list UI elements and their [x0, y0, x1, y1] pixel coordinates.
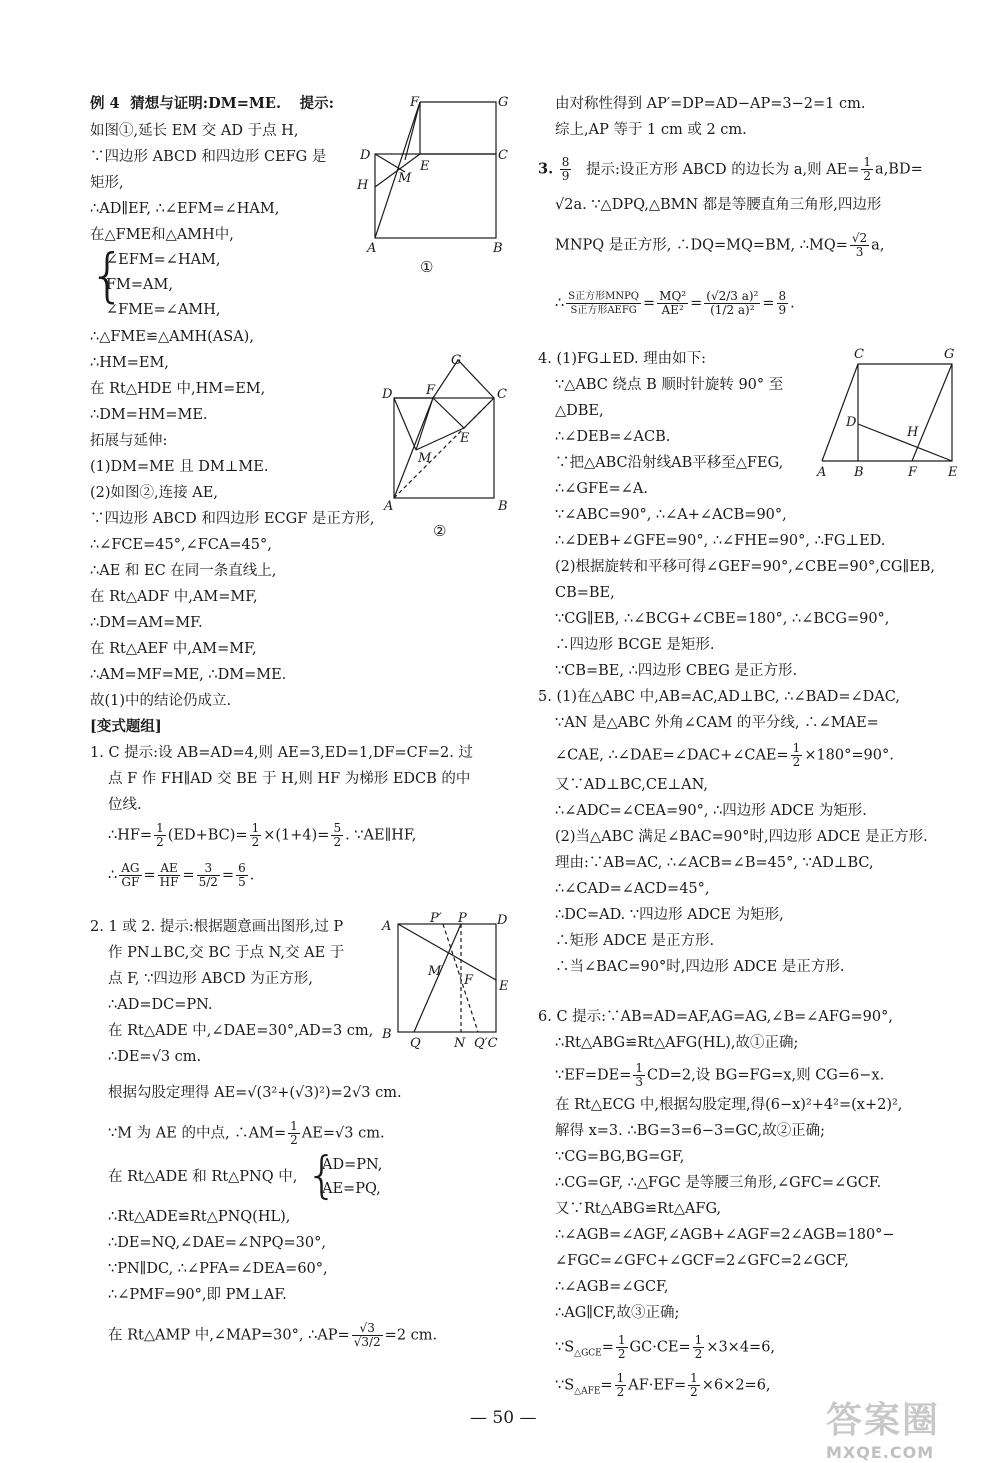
fraction — [331, 822, 343, 849]
formula-text: ×(1+4)= — [263, 827, 330, 844]
numerator: S正方形MNPQ — [568, 291, 640, 302]
numerator: 8 — [561, 155, 570, 169]
text-line: 在 Rt△ECG 中,根据勾股定理,得(6−x)²+4²=(x+2)², — [555, 1097, 903, 1113]
denominator: 2 — [617, 1347, 626, 1361]
label: D — [497, 913, 508, 928]
text-line: ∴AD∥EF, ∴∠EFM=∠HAM, — [90, 201, 280, 217]
fraction — [236, 862, 248, 889]
denominator: 2 — [616, 1385, 625, 1399]
text-line: 矩形, — [90, 175, 124, 191]
system-line: AE=PQ, — [322, 1181, 381, 1197]
text-line: ∵把△ABC沿射线AB平移至△FEG, — [555, 455, 784, 471]
segment-dm — [394, 398, 416, 450]
label: B — [854, 465, 864, 480]
fraction — [615, 1372, 627, 1399]
formula-line — [108, 862, 254, 889]
text-line: 在△FME和△AMH中, — [90, 227, 234, 243]
label: Q′C — [474, 1036, 498, 1050]
text-line: ∴∠AGB=∠AGF,∠AGB+∠AGF=2∠AGB=180°− — [555, 1227, 895, 1243]
numerator: 1 — [635, 1061, 644, 1075]
fraction — [566, 290, 641, 317]
formula-text: ∠CAE, ∴∠DAE=∠DAC+∠CAE= — [555, 747, 789, 764]
text-line: 在 Rt△HDE 中,HM=EM, — [90, 381, 266, 397]
formula-line — [538, 156, 923, 183]
text-line: 5. (1)在△ABC 中,AB=AC,AD⊥BC, ∴∠BAD=∠DAC, — [538, 689, 900, 705]
fraction — [352, 1322, 383, 1349]
formula-line — [555, 232, 884, 259]
formula-text: ×3×4=6, — [706, 1339, 776, 1356]
text-line: 故(1)中的结论仍成立. — [90, 693, 232, 709]
fraction — [777, 290, 789, 317]
formula-text: = — [601, 1339, 614, 1356]
fraction — [704, 290, 760, 317]
denominator: 2 — [694, 1347, 703, 1361]
fraction — [688, 1372, 700, 1399]
text-line: ∴DM=AM=MF. — [90, 615, 203, 631]
denominator: 9 — [561, 169, 570, 183]
text-line: 6. C 提示:∵AB=AD=AF,AG=AG,∠B=∠AFG=90°, — [538, 1009, 893, 1025]
watermark-logo — [826, 1392, 978, 1462]
formula-line — [555, 290, 795, 317]
text-line: 2. 1 或 2. 提示:根据题意画出图形,过 P — [90, 919, 344, 935]
numerator: AE — [158, 862, 181, 876]
text-line: ∵四边形 ABCD 和四边形 CEFG 是 — [90, 149, 327, 165]
system-line: ∠FME=∠AMH, — [106, 302, 221, 318]
denominator: AE² — [661, 303, 684, 317]
text-line: ∵CG∥EB, ∴∠BCG+∠CBE=180°, ∴∠BCG=90°, — [555, 611, 890, 627]
text-line: ∴当∠BAC=90°时,四边形 ADCE 是正方形. — [555, 959, 845, 975]
numerator: (√2/3 a)² — [706, 289, 759, 303]
text-line: 位线. — [108, 797, 142, 813]
fraction — [154, 822, 166, 849]
figure-number: ② — [433, 522, 447, 540]
text-line: ∴四边形 BCGE 是矩形. — [555, 637, 715, 653]
text-line: ∵AN 是△ABC 外角∠CAM 的平分线, ∴∠MAE= — [555, 715, 879, 731]
text-line: ∴∠FCE=45°,∠FCA=45°, — [90, 537, 272, 553]
system-line: ∠EFM=∠HAM, — [106, 252, 221, 268]
text-line: 又∵Rt△ABG≌Rt△AFG, — [555, 1201, 722, 1217]
formula-line — [108, 1322, 437, 1349]
formula-text: (ED+BC)= — [167, 827, 248, 844]
text-line: (2)当△ABC 满足∠BAC=90°时,四边形 ADCE 是正方形. — [555, 829, 928, 845]
denominator: 5/2 — [198, 875, 218, 889]
section-heading: [变式题组] — [90, 718, 162, 735]
formula-text: = — [762, 295, 775, 312]
formula-text: GC·CE= — [629, 1339, 691, 1356]
segment-me — [416, 428, 464, 450]
denominator: 2 — [690, 1385, 698, 1399]
label: M — [398, 171, 412, 186]
text-line: ∴∠PMF=90°,即 PM⊥AF. — [108, 1287, 287, 1303]
example-label: 例 4 — [90, 95, 120, 112]
square-abcd — [398, 924, 496, 1032]
text-line: 如图①,延长 EM 交 AD 于点 H, — [90, 123, 299, 139]
denominator: 5 — [238, 875, 246, 889]
label: C — [497, 387, 507, 402]
text-line: ∠FGC=∠GFC+∠GCF=2∠GFC=2∠GCF, — [555, 1253, 849, 1269]
text-line: ∴DE=NQ,∠DAE=∠NPQ=30°, — [108, 1235, 326, 1251]
text-line: CB=BE, — [555, 585, 615, 601]
denominator: 2 — [156, 835, 164, 849]
text-line: ∴AM=MF=ME, ∴DM=ME. — [90, 667, 287, 683]
fraction — [850, 232, 869, 259]
text-line: ∴CG=GF, ∴△FGC 是等腰三角形,∠GFC=∠GCF. — [555, 1175, 882, 1191]
rect-cefg — [420, 102, 496, 154]
denominator: 2 — [863, 169, 872, 183]
label: N — [454, 1036, 466, 1050]
fraction — [197, 862, 220, 889]
fraction — [158, 862, 181, 889]
text-line: 解得 x=3. ∴BG=3=6−3=GC,故②正确; — [555, 1123, 826, 1139]
system-line: AD=PN, — [322, 1157, 383, 1173]
label: E — [948, 465, 958, 480]
figure-2 — [378, 350, 518, 550]
label: G — [498, 95, 509, 110]
formula-text: = — [690, 295, 703, 312]
fraction — [288, 1120, 300, 1147]
text-line: ∴Rt△ADE≌Rt△PNQ(HL), — [108, 1209, 291, 1225]
text-line: ∵△ABC 绕点 B 顺时针旋转 90° 至 — [555, 377, 784, 393]
denominator: 3 — [635, 1075, 644, 1089]
numerator: 8 — [778, 289, 787, 303]
formula-text: ∵S — [555, 1377, 575, 1394]
text-line: ∵四边形 ABCD 和四边形 ECGF 是正方形, — [90, 511, 375, 527]
watermark-site: MXQE.COM — [826, 1443, 935, 1462]
formula-text: ∴ — [108, 867, 118, 884]
text-line: △DBE, — [555, 403, 604, 419]
label: G — [944, 347, 955, 362]
label: D — [846, 415, 857, 430]
system-brace: { — [89, 241, 126, 309]
label: F — [426, 383, 436, 398]
numerator: 1 — [863, 155, 872, 169]
formula-text: = — [600, 1377, 613, 1394]
formula-text: . — [790, 295, 795, 312]
text-line: 在 Rt△ADE 中,∠DAE=30°,AD=3 cm, — [108, 1023, 374, 1039]
text-line: (2)根据旋转和平移可得∠GEF=90°,∠CBE=90°,CG∥EB, — [555, 559, 936, 575]
figure-number: ① — [420, 258, 434, 276]
numerator: AG — [121, 861, 140, 875]
numerator: 3 — [197, 862, 220, 876]
text-line: ∴△FME≌△AMH(ASA), — [90, 329, 254, 345]
numerator: 1 — [792, 741, 801, 755]
label: P′ — [430, 911, 442, 926]
text-line: 作 PN⊥BC,交 BC 于点 N,交 AE 于 — [108, 945, 345, 961]
text-line: ∴HM=EM, — [90, 355, 169, 371]
text-line: ∴∠DEB+∠GFE=90°, ∴∠FHE=90°, ∴FG⊥ED. — [555, 533, 886, 549]
square-ecgf-bottom — [433, 398, 494, 428]
formula-text: ∴HF= — [108, 827, 153, 844]
numerator: 5 — [333, 821, 342, 835]
formula-text: ∵S — [555, 1339, 575, 1356]
example-title: 猜想与证明:DM=ME. — [130, 95, 282, 112]
denominator: 3 — [855, 245, 864, 259]
text-line: (1)DM=ME 且 DM⊥ME. — [90, 459, 269, 475]
label: D — [360, 148, 371, 163]
denominator: √3/2 — [353, 1335, 381, 1349]
segment-ae — [398, 924, 496, 980]
label: E — [460, 431, 470, 446]
subscript: △GCE — [574, 1348, 602, 1359]
label: H — [357, 178, 369, 193]
formula-text: ×180°=90°. — [804, 747, 894, 764]
watermark-text: 答案圈 — [826, 1400, 941, 1441]
fraction — [119, 862, 141, 889]
denominator: (1/2 a)² — [710, 303, 755, 317]
text-line: 在 Rt△ADE 和 Rt△PNQ 中, — [108, 1169, 298, 1185]
text-line: 由对称性得到 AP′=DP=AD−AP=3−2=1 cm. — [555, 96, 866, 112]
formula-line — [555, 1334, 775, 1364]
formula-text: . ∵AE∥HF, — [345, 827, 417, 844]
label: P — [458, 911, 467, 926]
text-line: ∴DC=AD. ∵四边形 ADCE 为矩形, — [555, 907, 784, 923]
label: C — [854, 347, 864, 362]
page-number: — 50 — — [470, 1408, 537, 1428]
label: F — [464, 973, 474, 988]
text-line: ∵CG=BG,BG=GF, — [555, 1149, 685, 1165]
text-line: 根据勾股定理得 AE=√(3²+(√3)²)=2√3 cm. — [108, 1085, 402, 1101]
text-line: 在 Rt△AEF 中,AM=MF, — [90, 641, 257, 657]
figure-3 — [378, 910, 528, 1050]
formula-text: ∵M 为 AE 的中点, ∴AM= — [108, 1125, 287, 1142]
numerator: √3 — [352, 1322, 383, 1336]
formula-text: CD=2,设 BG=FG=x,则 CG=6−x. — [647, 1067, 885, 1084]
hint-label: 提示: — [299, 95, 334, 112]
formula-text: ∴ — [555, 295, 565, 312]
label: B — [382, 1027, 392, 1042]
example-4-line — [90, 93, 334, 115]
numerator: √2 — [851, 231, 868, 245]
formula-text: ×6×2=6, — [701, 1377, 771, 1394]
label: A — [382, 919, 392, 934]
label: A — [367, 241, 377, 256]
formula-text: a,BD= — [875, 161, 923, 178]
formula-text: = — [143, 867, 156, 884]
text-line: ∴∠CAD=∠ACD=45°, — [555, 881, 710, 897]
text-line: ∴DE=√3 cm. — [108, 1049, 202, 1065]
text-line: 4. (1)FG⊥ED. 理由如下: — [538, 351, 707, 367]
fraction — [250, 822, 262, 849]
question-number: 3. — [538, 160, 554, 178]
formula-line — [555, 1372, 771, 1402]
label: B — [493, 241, 503, 256]
text-line: ∴矩形 ADCE 是正方形. — [555, 933, 715, 949]
formula-text: AF·EF= — [628, 1377, 687, 1394]
square-ecgf-top — [433, 360, 494, 398]
fraction — [693, 1334, 705, 1361]
text-line: 理由:∵AB=AC, ∴∠ACB=∠B=45°, ∵AD⊥BC, — [555, 855, 874, 871]
formula-text: = — [182, 867, 195, 884]
denominator: GF — [121, 875, 140, 889]
numerator: 1 — [694, 1333, 703, 1347]
formula-line — [108, 822, 416, 849]
text-line: ∴DM=HM=ME. — [90, 407, 208, 423]
fraction — [657, 290, 688, 317]
text-line: ∵CB=BE, ∴四边形 CBEG 是正方形. — [555, 663, 798, 679]
text-line: 综上,AP 等于 1 cm 或 2 cm. — [555, 122, 747, 138]
fraction — [560, 156, 572, 183]
numerator: 1 — [617, 1333, 626, 1347]
label: M — [428, 964, 442, 979]
text-line: ∴∠AGB=∠GCF, — [555, 1279, 669, 1295]
text-line: 点 F, ∵四边形 ABCD 为正方形, — [108, 971, 313, 987]
text-line: 1. C 提示:设 AB=AD=4,则 AE=3,ED=1,DF=CF=2. 过 — [90, 745, 473, 761]
text-line: 拓展与延伸: — [90, 433, 168, 449]
figure-1 — [350, 92, 520, 282]
formula-text: 在 Rt△AMP 中,∠MAP=30°, ∴AP= — [108, 1327, 350, 1344]
formula-line — [108, 1120, 385, 1147]
label: A — [817, 465, 827, 480]
formula-text: = — [221, 867, 235, 884]
formula-line — [555, 1062, 884, 1089]
fraction — [791, 742, 803, 769]
segment-de — [858, 424, 952, 461]
formula-text: =2 cm. — [384, 1327, 438, 1344]
segment-fg — [912, 364, 952, 461]
label: H — [907, 425, 919, 440]
fraction — [616, 1334, 628, 1361]
formula-text: 提示:设正方形 ABCD 的边长为 a,则 AE= — [586, 161, 860, 178]
text-line: ∵∠ABC=90°, ∴∠A+∠ACB=90°, — [555, 507, 787, 523]
label: F — [410, 95, 420, 110]
fraction — [861, 156, 873, 183]
segment-dm — [375, 154, 405, 172]
formula-text: ∵EF=DE= — [555, 1067, 632, 1084]
text-line: 在 Rt△ADF 中,AM=MF, — [90, 589, 258, 605]
denominator: 2 — [333, 835, 342, 849]
formula-text: AE=√3 cm. — [301, 1125, 385, 1142]
denominator: 2 — [290, 1133, 298, 1147]
numerator: 1 — [616, 1371, 625, 1385]
denominator: S正方形AEFG — [570, 305, 637, 316]
label: F — [908, 465, 918, 480]
numerator: 6 — [238, 861, 246, 875]
label: D — [382, 387, 393, 402]
label: A — [384, 499, 394, 514]
label: E — [499, 979, 509, 994]
text-line: ∴∠GFE=∠A. — [555, 481, 648, 497]
formula-text: a, — [871, 237, 885, 254]
text-line: ∴AG∥CF,故③正确; — [555, 1305, 680, 1321]
label: Q — [410, 1036, 421, 1050]
numerator: 1 — [251, 821, 260, 835]
formula-text: = — [643, 295, 656, 312]
formula-text: MNPQ 是正方形, ∴DQ=MQ=BM, ∴MQ= — [555, 237, 848, 254]
denominator: HF — [159, 875, 179, 889]
numerator: MQ² — [659, 289, 687, 303]
text-line: ∴Rt△ABG≌Rt△AFG(HL),故①正确; — [555, 1035, 799, 1051]
text-line: √2a. ∵△DPQ,△BMN 都是等腰直角三角形,四边形 — [555, 197, 882, 213]
formula-text: . — [249, 867, 255, 884]
segment-ac-dashed — [394, 398, 494, 498]
text-line: (2)如图②,连接 AE, — [90, 485, 218, 501]
denominator: 2 — [792, 755, 801, 769]
system-brace: { — [306, 1146, 338, 1204]
label: C — [498, 148, 508, 163]
label: B — [498, 499, 508, 514]
text-line: ∴∠ADC=∠CEA=90°, ∴四边形 ADCE 为矩形. — [555, 803, 867, 819]
subscript: △AFE — [574, 1386, 601, 1397]
label: M — [418, 451, 432, 466]
denominator: 9 — [778, 303, 787, 317]
text-line: ∴∠DEB=∠ACB. — [555, 429, 671, 445]
text-line: ∴AD=DC=PN. — [108, 997, 213, 1013]
text-line: 点 F 作 FH∥AD 交 BE 于 H,则 HF 为梯形 EDCB 的中 — [108, 771, 471, 787]
numerator: 1 — [156, 821, 164, 835]
denominator: 2 — [251, 835, 260, 849]
text-line: ∵PN∥DC, ∴∠PFA=∠DEA=60°, — [108, 1261, 328, 1277]
segment-fm — [405, 102, 420, 160]
figure-4 — [812, 346, 972, 481]
numerator: 1 — [690, 1371, 698, 1385]
fraction — [633, 1062, 645, 1089]
formula-line — [555, 742, 894, 769]
text-line: ∴AE 和 EC 在同一条直线上, — [90, 563, 277, 579]
rect-abcd — [375, 154, 496, 238]
numerator: 1 — [290, 1119, 298, 1133]
system-line: FM=AM, — [106, 277, 173, 293]
label: E — [420, 159, 430, 174]
label: G — [451, 353, 462, 368]
text-line: 又∵AD⊥BC,CE⊥AN, — [555, 777, 709, 793]
